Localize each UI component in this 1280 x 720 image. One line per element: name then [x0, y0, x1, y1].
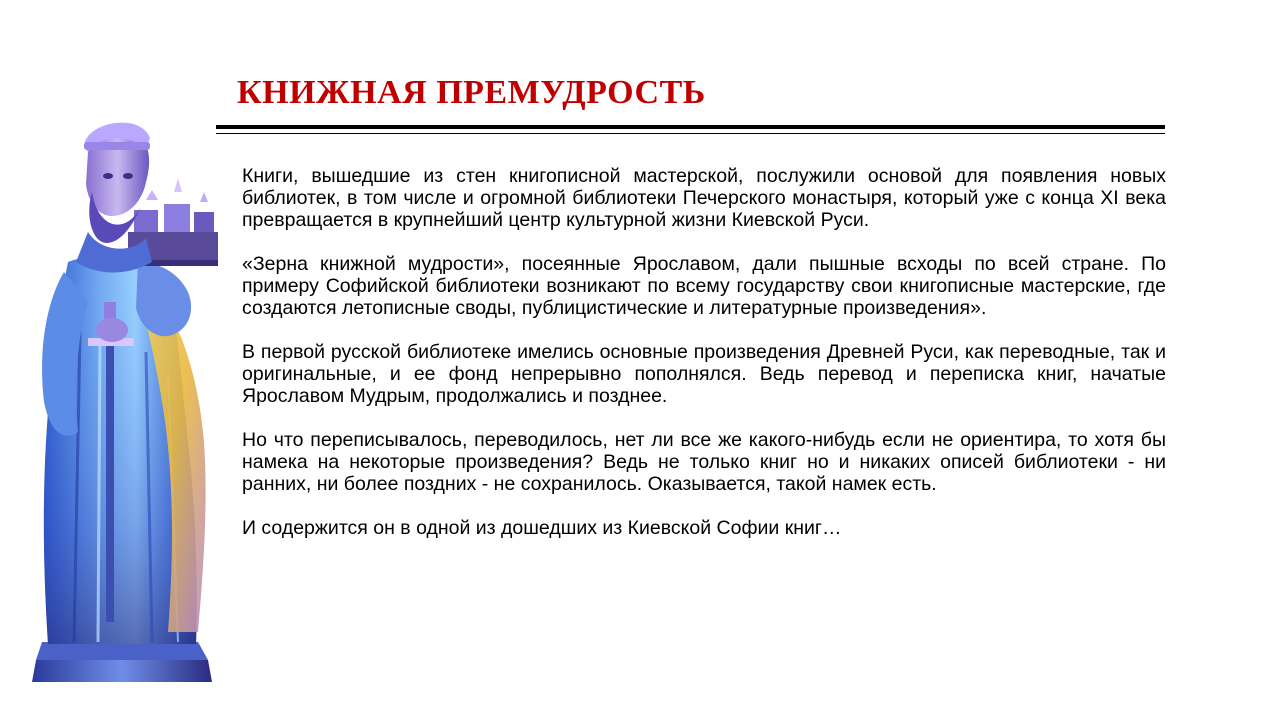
- statue-illustration: [28, 112, 218, 682]
- paragraph: «Зерна книжной мудрости», посеянные Ярославом, дали пышные всходы по всей стране. По примеру Софийской библиотеки возникают по всему государству свои книгописные мастерские, где создаются летописные своды, публицистические и литературные произведения».: [242, 253, 1166, 319]
- paragraph: Книги, вышедшие из стен книгописной мастерской, послужили основой для появления новых библиотек, в том числе и огромной библиотеки Печерского монастыря, который уже с конца XI века превращается в крупнейший центр культурной жизни Киевской Руси.: [242, 165, 1166, 231]
- slide-title: КНИЖНАЯ ПРЕМУДРОСТЬ: [237, 74, 706, 111]
- paragraph: И содержится он в одной из дошедших из Киевской Софии книг…: [242, 517, 842, 539]
- paragraph: В первой русской библиотеке имелись основные произведения Древней Руси, как переводные, так и оригинальные, и ее фонд непрерывно пополнялся. Ведь перевод и переписка книг, начатые Ярославом Мудрым, продолжались и позднее.: [242, 341, 1166, 407]
- title-divider-thin: [216, 133, 1165, 134]
- slide-body: [242, 165, 1166, 561]
- paragraph: Но что переписывалось, переводилось, нет ли все же какого-нибудь если не ориентира, то хотя бы намека на некоторые произведения? Ведь не только книг но и никаких описей библиотеки - ни ранних, ни более поздних - не сохранилось. Оказывается, такой намек есть.: [242, 429, 1166, 495]
- title-divider-thick: [216, 125, 1165, 129]
